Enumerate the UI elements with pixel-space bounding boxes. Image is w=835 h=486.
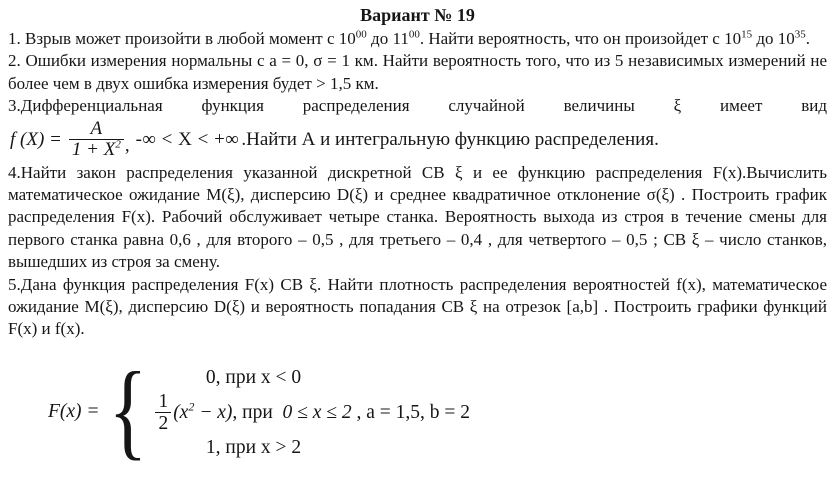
fraction <box>155 391 171 434</box>
left-brace-icon: { <box>108 350 147 470</box>
superscript: 00 <box>355 28 367 41</box>
fraction-denominator: $1 + X^2$ <box>69 139 124 161</box>
case-2 <box>155 391 351 434</box>
fraction <box>69 119 124 161</box>
superscript: 00 <box>408 28 420 41</box>
superscript: 2 <box>115 138 121 151</box>
case-2-parameters: , a = 1,5, b = 2 <box>351 401 470 423</box>
piecewise-formula <box>48 350 827 470</box>
formula-lhs: f (X) = <box>10 128 62 150</box>
superscript: 2 <box>188 399 195 414</box>
problem-4: 4.Найти закон распределения указанной дискретной СВ ξ и ее функцию распределения F(x).Вычислить математическое ожидание М(ξ), дисперсию D(ξ) и среднее квадратичное отклонение σ(ξ) . Построить график распределения F(x). Рабочий обслуживает четыре станка. Вероятность выхода из строя в течение смены для первого станка равна 0,6 , для второго – 0,5 , для третьего – 0,4 , для четвертого – 0,5 ; СВ ξ – число станков, вышедших из строя за смену. <box>8 162 827 272</box>
problem-3-formula <box>10 119 827 161</box>
problem-1-text: . Найти вероятность, что он произойдет с 10 <box>419 29 742 48</box>
problem-1 <box>8 28 827 50</box>
formula-comma: , <box>124 134 130 156</box>
superscript: 15 <box>741 28 753 41</box>
problem-5: 5.Дана функция распределения F(x) СВ ξ. Найти плотность распределения вероятностей f(x), математическое ожидание М(ξ), дисперсию D(ξ) и вероятность попадания СВ ξ на отрезок [a,b] . Построить графики функций F(x) и f(x). <box>8 274 827 339</box>
case-3: 1, при x > 2 <box>205 437 302 459</box>
problem-1-text: до 10 <box>752 29 795 48</box>
case-1: 0, при x < 0 <box>205 366 302 388</box>
superscript: 35 <box>794 28 806 41</box>
problem-1-text: . <box>805 29 811 48</box>
piecewise-lhs: F(x) = <box>48 401 100 423</box>
problem-3: 3.Дифференциальная функция распределения случайной величины ξ имеет вид <box>8 96 827 116</box>
problem-1-text: 1. Взрыв может произойти в любой момент с 10 <box>8 29 356 48</box>
page-title: Вариант № 19 <box>360 5 475 25</box>
fraction-numerator: 1 <box>158 390 169 412</box>
problem-1-text: до 11 <box>366 29 409 48</box>
piecewise-cases <box>155 365 470 460</box>
fraction-denominator: 2 <box>155 412 171 434</box>
problem-2: 2. Ошибки измерения нормальны с a = 0, σ = 1 км. Найти вероятность того, что из 5 независимых измерений не более чем в двух ошибка измерения будет > 1,5 км. <box>8 51 827 93</box>
case-2-expression: $(x^2 - x)$, при 0 ≤ x ≤ 2 <box>173 399 352 423</box>
fraction-numerator: A <box>90 117 103 139</box>
problem-3-tail: .Найти А и интегральную функцию распределения. <box>241 128 659 150</box>
formula-range: -∞ < X < +∞ <box>135 128 240 150</box>
